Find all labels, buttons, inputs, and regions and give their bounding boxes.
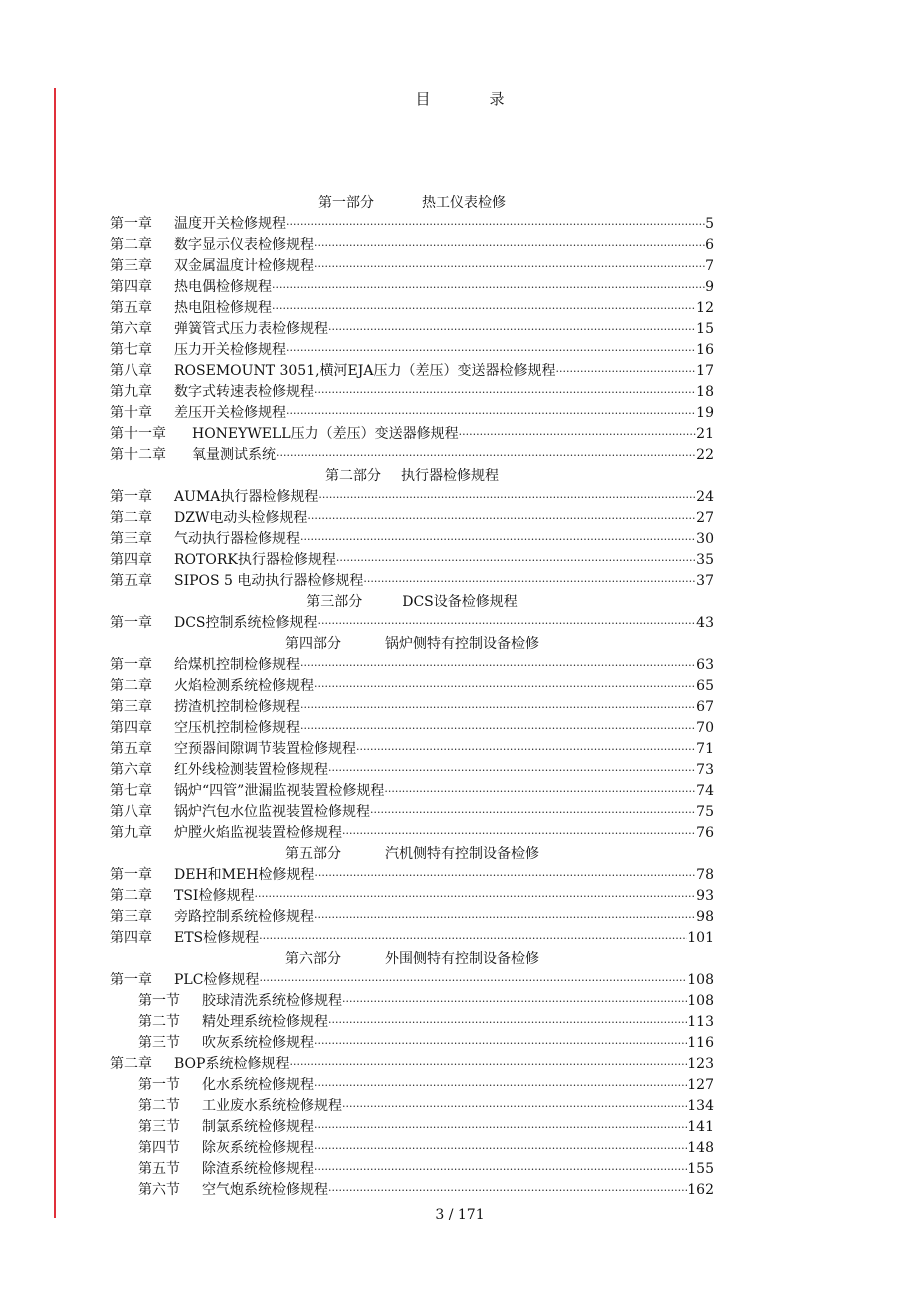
part-title: DCS设备检修规程 — [402, 594, 518, 610]
toc-section-entry — [110, 1096, 714, 1117]
chapter-title: ROTORK执行器检修规程 — [174, 552, 336, 568]
part-title: 热工仪表检修 — [422, 195, 506, 211]
section-label: 第一节 — [138, 1077, 180, 1093]
leader-dots — [272, 298, 696, 319]
leader-dots — [356, 739, 696, 760]
chapter-label: 第九章 — [110, 825, 152, 841]
leader-dots — [363, 571, 696, 592]
toc-chapter-entry — [110, 340, 714, 361]
page-ref: 74 — [696, 783, 714, 799]
leader-dots — [314, 1138, 687, 1159]
leader-dots — [328, 319, 696, 340]
toc-chapter-entry — [110, 508, 714, 529]
leader-dots — [300, 697, 696, 718]
chapter-label: 第三章 — [110, 258, 152, 274]
chapter-label: 第一章 — [110, 867, 152, 883]
section-label: 第四节 — [138, 1140, 180, 1156]
section-title: 吹灰系统检修规程 — [202, 1035, 314, 1051]
toc-part-heading — [110, 193, 714, 214]
toc-section-entry — [110, 1117, 714, 1138]
chapter-title: 差压开关检修规程 — [174, 405, 286, 421]
leader-dots — [300, 655, 696, 676]
chapter-title: HONEYWELL压力（差压）变送器修规程 — [192, 426, 459, 442]
page-ref: 127 — [687, 1077, 714, 1093]
toc-chapter-entry — [110, 298, 714, 319]
part-number: 第四部分 — [285, 636, 341, 652]
page-ref: 35 — [696, 552, 714, 568]
page-ref: 22 — [696, 447, 714, 463]
toc-chapter-entry — [110, 760, 714, 781]
toc-chapter-entry — [110, 571, 714, 592]
toc-part-heading — [110, 634, 714, 655]
chapter-label: 第四章 — [110, 552, 152, 568]
leader-dots — [314, 256, 705, 277]
toc-section-entry — [110, 1075, 714, 1096]
toc-chapter-entry — [110, 907, 714, 928]
toc-chapter-entry — [110, 865, 714, 886]
leader-dots — [370, 802, 696, 823]
chapter-title: 红外线检测装置检修规程 — [174, 762, 328, 778]
page-ref: 12 — [696, 300, 714, 316]
chapter-title: 热电偶检修规程 — [174, 279, 272, 295]
chapter-title: 给煤机控制检修规程 — [174, 657, 300, 673]
chapter-title: 空压机控制检修规程 — [174, 720, 300, 736]
chapter-label: 第五章 — [110, 300, 152, 316]
toc-chapter-entry — [110, 529, 714, 550]
chapter-title: DEH和MEH检修规程 — [174, 867, 315, 883]
chapter-title: SIPOS 5 电动执行器检修规程 — [174, 573, 364, 589]
leader-dots — [314, 1075, 687, 1096]
page-ref: 116 — [687, 1035, 714, 1051]
toc-chapter-entry — [110, 613, 714, 634]
page-ref: 30 — [696, 531, 714, 547]
page-ref: 24 — [696, 489, 714, 505]
page-ref: 7 — [705, 258, 714, 274]
toc-chapter-entry — [110, 424, 714, 445]
toc-chapter-entry — [110, 718, 714, 739]
chapter-title: 气动执行器检修规程 — [174, 531, 300, 547]
chapter-label: 第七章 — [110, 783, 152, 799]
part-title: 外围侧特有控制设备检修 — [385, 951, 539, 967]
leader-dots — [314, 1159, 687, 1180]
toc-chapter-entry — [110, 802, 714, 823]
toc-chapter-entry — [110, 235, 714, 256]
leader-dots — [342, 1096, 687, 1117]
chapter-label: 第三章 — [110, 909, 152, 925]
chapter-title: AUMA执行器检修规程 — [174, 489, 319, 505]
page-ref: 93 — [696, 888, 714, 904]
leader-dots — [314, 865, 696, 886]
toc-part-heading — [110, 844, 714, 865]
page-ref: 27 — [696, 510, 714, 526]
chapter-title: 双金属温度计检修规程 — [174, 258, 314, 274]
toc-chapter-entry — [110, 214, 714, 235]
page-ref: 18 — [696, 384, 714, 400]
toc-chapter-entry — [110, 487, 714, 508]
toc-chapter-entry — [110, 823, 714, 844]
leader-dots — [328, 760, 696, 781]
leader-dots — [336, 550, 696, 571]
toc-chapter-entry — [110, 697, 714, 718]
part-number: 第五部分 — [285, 846, 341, 862]
chapter-title: 火焰检测系统检修规程 — [174, 678, 314, 694]
section-title: 胶球清洗系统检修规程 — [202, 993, 342, 1009]
page-ref: 98 — [696, 909, 714, 925]
chapter-label: 第四章 — [110, 930, 152, 946]
chapter-label: 第五章 — [110, 741, 152, 757]
page-ref: 113 — [687, 1014, 714, 1030]
section-title: 化水系统检修规程 — [202, 1077, 314, 1093]
toc-chapter-entry — [110, 781, 714, 802]
section-label: 第五节 — [138, 1161, 180, 1177]
leader-dots — [556, 361, 697, 382]
page-ref: 65 — [696, 678, 714, 694]
page-ref: 123 — [687, 1056, 714, 1072]
chapter-label: 第一章 — [110, 489, 152, 505]
chapter-label: 第八章 — [110, 363, 152, 379]
section-label: 第一节 — [138, 993, 180, 1009]
chapter-title: 氧量测试系统 — [192, 447, 276, 463]
chapter-label: 第四章 — [110, 279, 152, 295]
chapter-title: 数字显示仪表检修规程 — [174, 237, 314, 253]
page-ref: 155 — [687, 1161, 714, 1177]
part-number: 第六部分 — [285, 951, 341, 967]
section-title: 精处理系统检修规程 — [202, 1014, 328, 1030]
toc-chapter-entry — [110, 319, 714, 340]
toc-section-entry — [110, 1180, 714, 1201]
toc-chapter-entry — [110, 970, 714, 991]
chapter-title: 压力开关检修规程 — [174, 342, 286, 358]
chapter-title: 炉膛火焰监视装置检修规程 — [174, 825, 342, 841]
leader-dots — [314, 235, 705, 256]
chapter-title: 锅炉汽包水位监视装置检修规程 — [174, 804, 370, 820]
page-ref: 73 — [696, 762, 714, 778]
leader-dots — [272, 277, 705, 298]
page-ref: 148 — [687, 1140, 714, 1156]
chapter-label: 第一章 — [110, 216, 152, 232]
section-title: 制氯系统检修规程 — [202, 1119, 314, 1135]
chapter-label: 第一章 — [110, 657, 152, 673]
chapter-title: 数字式转速表检修规程 — [174, 384, 314, 400]
toc-chapter-entry — [110, 739, 714, 760]
part-title: 执行器检修规程 — [401, 468, 499, 484]
chapter-label: 第三章 — [110, 531, 152, 547]
leader-dots — [384, 781, 696, 802]
chapter-label: 第六章 — [110, 762, 152, 778]
chapter-label: 第八章 — [110, 804, 152, 820]
toc-part-heading — [110, 592, 714, 613]
toc-chapter-entry — [110, 403, 714, 424]
toc-chapter-entry — [110, 550, 714, 571]
part-number: 第二部分 — [325, 468, 381, 484]
leader-dots — [289, 1054, 687, 1075]
leader-dots — [254, 886, 696, 907]
chapter-label: 第四章 — [110, 720, 152, 736]
leader-dots — [314, 907, 696, 928]
chapter-title: 热电阻检修规程 — [174, 300, 272, 316]
leader-dots — [328, 1180, 687, 1201]
page-ref: 108 — [687, 972, 714, 988]
chapter-label: 第十一章 — [110, 426, 166, 442]
toc-chapter-entry — [110, 277, 714, 298]
leader-dots — [318, 487, 696, 508]
toc-chapter-entry — [110, 1054, 714, 1075]
page-ref: 19 — [696, 405, 714, 421]
section-title: 除灰系统检修规程 — [202, 1140, 314, 1156]
part-number: 第一部分 — [318, 195, 374, 211]
chapter-title: 空预器间隙调节装置检修规程 — [174, 741, 356, 757]
toc-chapter-entry — [110, 928, 714, 949]
page-ref: 9 — [705, 279, 714, 295]
page-ref: 101 — [687, 930, 714, 946]
page-ref: 75 — [696, 804, 714, 820]
chapter-title: 旁路控制系统检修规程 — [174, 909, 314, 925]
chapter-title: TSI检修规程 — [174, 888, 255, 904]
chapter-label: 第七章 — [110, 342, 152, 358]
toc-section-entry — [110, 1138, 714, 1159]
section-label: 第二节 — [138, 1014, 180, 1030]
page-ref: 16 — [696, 342, 714, 358]
toc-section-entry — [110, 1033, 714, 1054]
section-title: 除渣系统检修规程 — [202, 1161, 314, 1177]
chapter-title: ETS检修规程 — [174, 930, 260, 946]
toc-list — [110, 193, 714, 1201]
section-label: 第三节 — [138, 1119, 180, 1135]
page-ref: 15 — [696, 321, 714, 337]
page-ref: 21 — [696, 426, 714, 442]
page-ref: 63 — [696, 657, 714, 673]
toc-section-entry — [110, 991, 714, 1012]
toc-title: 目 录 — [415, 90, 527, 108]
leader-dots — [300, 718, 696, 739]
chapter-label: 第二章 — [110, 1056, 152, 1072]
leader-dots — [328, 1012, 687, 1033]
toc-chapter-entry — [110, 256, 714, 277]
chapter-label: 第一章 — [110, 972, 152, 988]
chapter-title: DCS控制系统检修规程 — [174, 615, 318, 631]
leader-dots — [300, 529, 696, 550]
page-ref: 17 — [696, 363, 714, 379]
part-title: 汽机侧特有控制设备检修 — [385, 846, 539, 862]
chapter-title: 弹簧管式压力表检修规程 — [174, 321, 328, 337]
toc-chapter-entry — [110, 361, 714, 382]
chapter-label: 第一章 — [110, 615, 152, 631]
leader-dots — [286, 340, 696, 361]
leader-dots — [342, 991, 687, 1012]
part-title: 锅炉侧特有控制设备检修 — [385, 636, 539, 652]
chapter-label: 第五章 — [110, 573, 152, 589]
leader-dots — [314, 1117, 687, 1138]
page-number: 3 / 171 — [435, 1207, 485, 1223]
page-ref: 71 — [696, 741, 714, 757]
leader-dots — [318, 613, 697, 634]
toc-chapter-entry — [110, 886, 714, 907]
chapter-label: 第二章 — [110, 510, 152, 526]
toc-section-entry — [110, 1159, 714, 1180]
chapter-label: 第二章 — [110, 237, 152, 253]
chapter-label: 第二章 — [110, 888, 152, 904]
section-title: 工业废水系统检修规程 — [202, 1098, 342, 1114]
page-ref: 141 — [687, 1119, 714, 1135]
leader-dots — [259, 970, 687, 991]
leader-dots — [259, 928, 687, 949]
chapter-label: 第二章 — [110, 678, 152, 694]
margin-line — [54, 88, 56, 1218]
leader-dots — [459, 424, 697, 445]
page-ref: 78 — [696, 867, 714, 883]
section-title: 空气炮系统检修规程 — [202, 1182, 328, 1198]
chapter-label: 第九章 — [110, 384, 152, 400]
leader-dots — [286, 403, 696, 424]
page-ref: 67 — [696, 699, 714, 715]
toc-chapter-entry — [110, 382, 714, 403]
leader-dots — [286, 214, 705, 235]
page-ref: 162 — [687, 1182, 714, 1198]
toc-section-entry — [110, 1012, 714, 1033]
chapter-label: 第十二章 — [110, 447, 166, 463]
page-ref: 70 — [696, 720, 714, 736]
page-ref: 5 — [705, 216, 714, 232]
chapter-title: 锅炉“四管”泄漏监视装置检修规程 — [174, 783, 385, 799]
toc-part-heading — [110, 949, 714, 970]
leader-dots — [342, 823, 696, 844]
leader-dots — [314, 676, 696, 697]
section-label: 第三节 — [138, 1035, 180, 1051]
page-ref: 134 — [687, 1098, 714, 1114]
part-number: 第三部分 — [306, 594, 363, 610]
chapter-label: 第三章 — [110, 699, 152, 715]
toc-chapter-entry — [110, 676, 714, 697]
leader-dots — [307, 508, 696, 529]
chapter-title: BOP系统检修规程 — [174, 1056, 290, 1072]
leader-dots — [314, 382, 696, 403]
page-ref: 43 — [696, 615, 714, 631]
chapter-title: DZW电动头检修规程 — [174, 510, 308, 526]
section-label: 第六节 — [138, 1182, 180, 1198]
chapter-label: 第十章 — [110, 405, 152, 421]
leader-dots — [314, 1033, 687, 1054]
toc-chapter-entry — [110, 445, 714, 466]
chapter-title: PLC检修规程 — [174, 972, 260, 988]
leader-dots — [276, 445, 696, 466]
section-label: 第二节 — [138, 1098, 180, 1114]
toc-part-heading — [110, 466, 714, 487]
page-ref: 6 — [705, 237, 714, 253]
page-ref: 108 — [687, 993, 714, 1009]
chapter-title: 温度开关检修规程 — [174, 216, 286, 232]
chapter-title: 捞渣机控制检修规程 — [174, 699, 300, 715]
page-ref: 37 — [696, 573, 714, 589]
toc-chapter-entry — [110, 655, 714, 676]
page-ref: 76 — [696, 825, 714, 841]
chapter-title: ROSEMOUNT 3051,横河EJA压力（差压）变送器检修规程 — [174, 363, 556, 379]
chapter-label: 第六章 — [110, 321, 152, 337]
